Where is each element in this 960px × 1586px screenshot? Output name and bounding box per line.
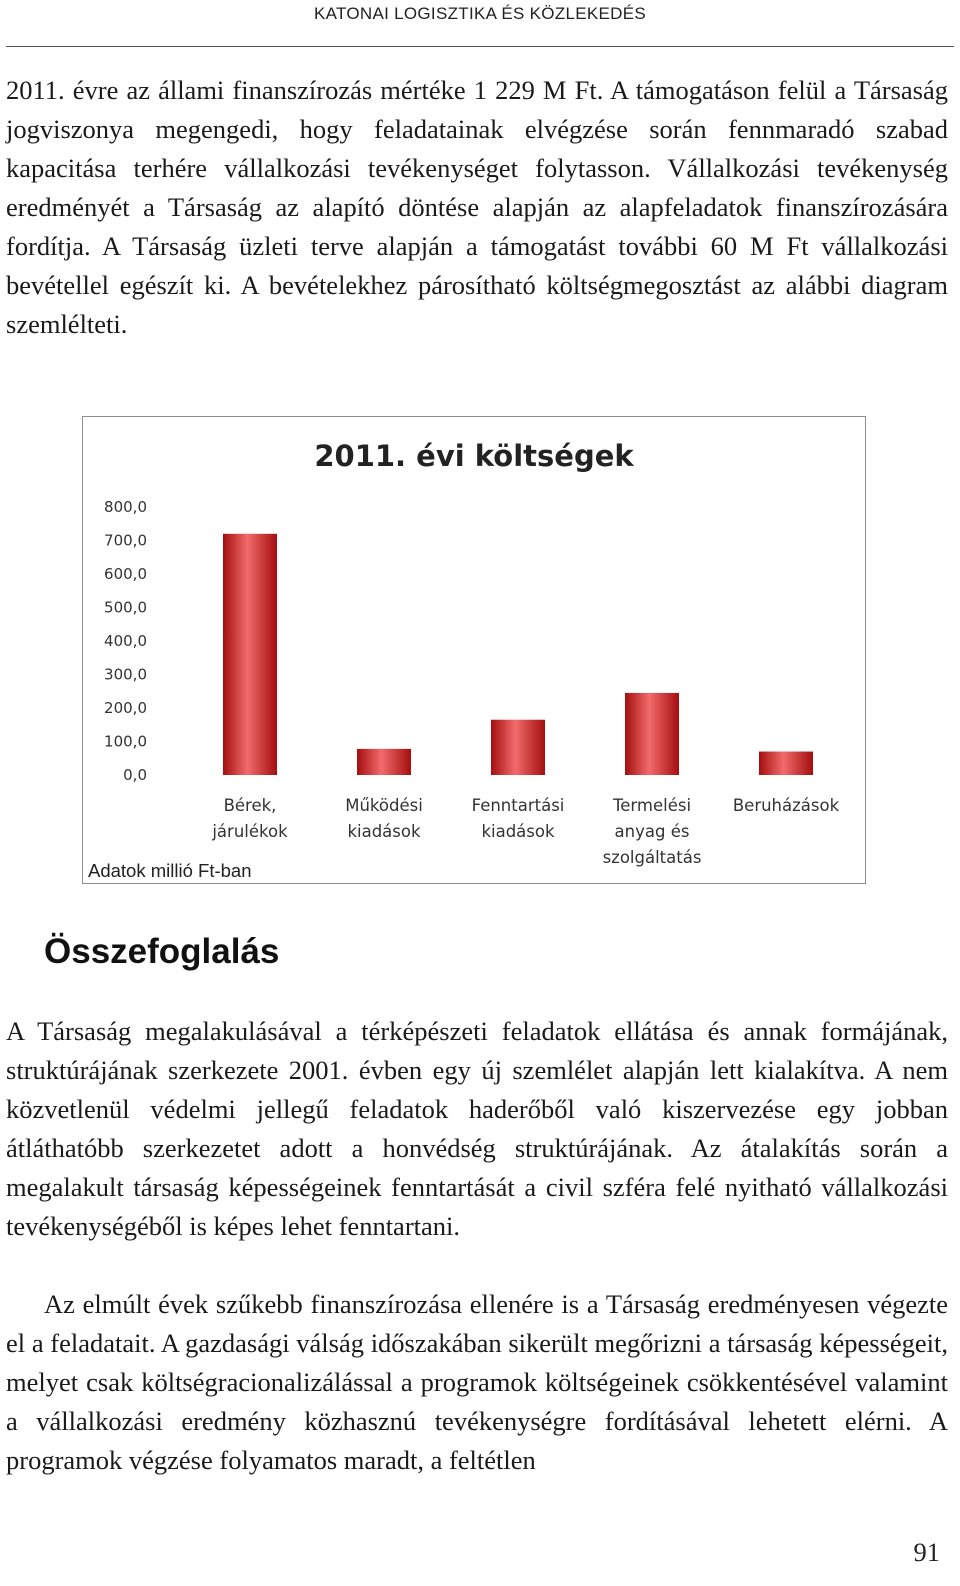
x-category-label: Beruházások — [732, 796, 840, 815]
bar — [491, 720, 545, 775]
running-header: KATONAI LOGISZTIKA ÉS KÖZLEKEDÉS — [313, 4, 647, 23]
body-paragraph: A Társaság megalakulásával a térképészeti feladatok ellátása és annak formájának, struktúrájának szerkezete 2001. évben egy új szemlélet alapján lett kialakítva. A nem közvetlenül védelmi jellegű feladatok haderőből való kiszervezése egy jobban átláthatóbb szerkezetet adott a honvédség struktúrájának. Az átalakítás során a megalakult társaság képességeinek fenntartását a civil szféra felé nyitható vállalkozási tevékenységéből is képes lehet fenntartani. — [6, 1016, 948, 1241]
x-category-label: Termelési anyag és szolgáltatás — [602, 796, 702, 867]
body-paragraph: 2011. évre az állami finanszírozás mértéke 1 229 M Ft. A támogatáson felül a Társaság jogviszonya megengedi, hogy feladatainak elvégzése során fennmaradó szabad kapacitása terhére vállalkozási tevékenységet folytasson. Vállalkozási tevékenység eredményét a Társaság az alapító döntése alapján az alapfeladatok finanszírozására fordítja. A Társaság üzleti terve alapján a támogatást további 60 M Ft vállalkozási bevétellel egészít ki. A bevételekhez párosítható költségmegosztást az alábbi diagram szemlélteti. — [6, 75, 948, 339]
y-tick-label: 400,0 — [104, 632, 147, 650]
chart-note: Adatok millió Ft-ban — [88, 860, 252, 881]
chart-plot — [83, 417, 865, 883]
bar — [223, 534, 277, 775]
header-rule — [6, 46, 954, 47]
y-tick-label: 800,0 — [104, 498, 147, 516]
y-tick-label: 300,0 — [104, 665, 147, 684]
x-category-label: Fenntartási kiadások — [471, 796, 565, 841]
chart-title: 2011. évi költségek — [314, 439, 634, 473]
bar — [759, 752, 813, 775]
x-category-label: Működési kiadások — [345, 796, 423, 841]
y-tick-label: 100,0 — [104, 732, 147, 751]
body-paragraph: Az elmúlt évek szűkebb finanszírozása ellenére is a Társaság eredményesen végezte el a feladatait. A gazdasági válság időszakában sikerült megőrizni a társaság képességeit, melyet csak költségracionalizálással a programok költségeinek csökkentésével valamint a vállalkozási eredmény közhasznú tevékenységre fordításával lehetett elérni. A programok végzése folyamatos maradt, a feltétlen — [6, 1289, 948, 1475]
y-tick-label: 0,0 — [123, 766, 147, 784]
bar — [625, 693, 679, 775]
cost-chart — [82, 416, 866, 884]
y-tick-label: 600,0 — [104, 565, 147, 583]
page-number: 91 — [913, 1537, 940, 1567]
x-category-label: Bérek, járulékok — [212, 796, 288, 841]
bar — [357, 749, 411, 775]
section-title: Összefoglalás — [44, 932, 280, 971]
y-tick-label: 500,0 — [104, 598, 147, 617]
y-tick-label: 200,0 — [104, 699, 147, 717]
y-tick-label: 700,0 — [104, 531, 147, 550]
